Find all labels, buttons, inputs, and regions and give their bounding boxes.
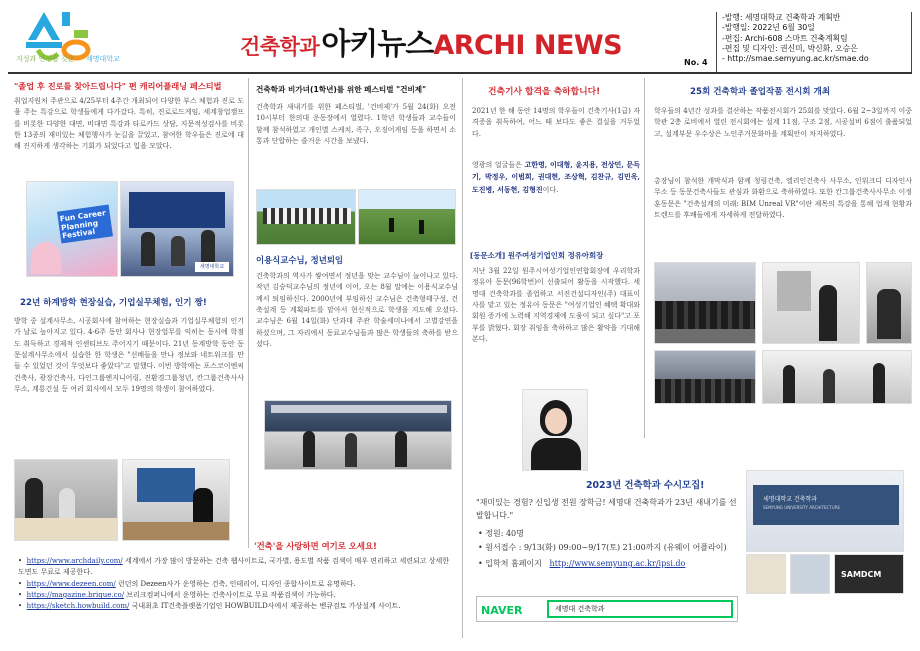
exhibition-speaker-photo [762, 262, 860, 344]
logo-slogan: 지성과 인성을 갖춘 [16, 55, 75, 63]
festival-booth-photo [120, 181, 234, 277]
admission-link[interactable]: http://www.semyung.ac.kr/ipsi.do [549, 559, 686, 568]
info-date: -발행일: 2022년 6월 30일 [722, 23, 815, 33]
article-heading-license: 건축기사 합격을 축하합니다! [488, 87, 601, 97]
exhibition-group-photo [654, 262, 756, 344]
license-names: 고한명, 이대형, 윤지용, 전상민, 문득기, 박정우, 이범희, 권대현, 조상혁, 김찬규, 김민욱, 도진병, 서동현, 김형진 [472, 160, 641, 194]
link-item-archdaily: • https://www.archdaily.com/ 세계에서 가장 많이 방문하는 건축 웹사이트로, 국가별, 용도별 작품 검색이 매우 편리하고 세련되고 상세한 도면도 무료로 제공한다. [18, 557, 450, 577]
admission-intro: "재미있는 경험? 신입생 전원 장학금! 세명대 건축학과가 23년 새내기를 선발합니다." [476, 498, 737, 520]
article-body-internship: 방학 중 설계사무소, 시공회사에 참여하는 현장실습과 기업실무체험의 인기가 날로 높아지고 있다. 4-6주 동안 회사나 현장업무를 익히는 동시에 학점도 취득하고 경제적 인센티브도 주어지기 때문이다. 21년 동계방학 동안 동문설계사무소에서 실습한 한 학생은 "선배들을 만나 정보와 네트워크를 만들 수 있었던 것이 무엇보다 좋았다"고 말했다. 이번 방학에는 포스코이엔씨건축사, 광장건축사, 다인그룹엔지니어링, 진환경그룹청년, 칸그룹건축사사무소, 계룡건설 등 여러 회사에서 모두 19명의 학생이 참여하였다. [14, 317, 244, 393]
column-divider [644, 78, 645, 438]
howbuild-link[interactable]: https://sketch.howbuild.com/ [26, 602, 130, 611]
admission-website: • 입학처 홈페이지 http://www.semyung.ac.kr/ipsi.do [478, 559, 686, 568]
masthead-dept: 건축학과 [240, 35, 320, 59]
link-item-brique: • https://magazine.brique.co/ 브리크컴퍼니에서 운영하는 건축사이트로 무료 작품검색이 가능하다. [18, 590, 336, 599]
article-body-license-names [472, 159, 640, 196]
dezeen-link[interactable]: https://www.dezeen.com/ [26, 579, 116, 588]
article-heading-exhibition: 25회 건축학과 졸업작품 전시회 개최 [690, 87, 831, 97]
internship-photo-2 [122, 459, 230, 541]
article-body-alumni: 지난 3월 22일 원주시여성기업인연합회장에 우리학과 정유아 동문(96학번)이 선출되어 활동을 시작했다. 세명대 건축학과를 졸업하고 서진건설디자인(주) 대표이사를 맡고 있는 정유아 동문은 "여성기업인 혜택 확대와 회원 증가에 노력해 지역경제에 도움이 되고 싶다"고 포부를 밝혔다. 회장 취임을 축하하고 많은 활약을 기대해 본다. [472, 267, 640, 343]
naver-logo: NAVER [481, 604, 523, 617]
logo-university-name: 세명대학교 [86, 55, 120, 63]
header-divider [8, 72, 912, 74]
issue-number: No. 4 [684, 58, 708, 67]
retirement-photo [264, 400, 452, 470]
link-item-howbuild: • https://sketch.howbuild.com/ 국내최초 IT건축플랫폼기업인 HOWBUILD사에서 제공하는 벤큐검토 가상설계 사이트. [18, 602, 401, 611]
festival-poster-photo [26, 181, 118, 277]
website-thumbnail-1 [746, 554, 786, 594]
freshman-festival-photo-2 [358, 189, 456, 245]
article-heading-freshman-festival: 건축학과 비가녀(1학년)를 위한 페스티벌 "건비제" [256, 85, 427, 94]
masthead-english: ARCHI NEWS [433, 30, 623, 61]
website-subtitle: SEMYUNG UNIVERSITY ARCHITECTURE [763, 505, 841, 510]
link-item-dezeen: • https://www.dezeen.com/ 런던의 Dezeen사가 운영하는 건축, 인테리어, 디자인 종합사이트로 유명하다. [18, 579, 356, 588]
article-body-exhibition-2: 총장님이 참석한 개막식과 함께 청림건축, 엘리인건축사 사무소, 인워크디 디자인사무소 등 동문건축사들도 관심과 화환으로 축하하였다. 또한 칸그룹건축사사무소 이정훈동문은 "건축설계의 미래: BIM Unreal VR"이란 제목의 특강을 통해 업계 현황과 트렌드를 후배들에게 자세하게 전달하였다. [654, 177, 912, 219]
department-website-screenshot [746, 470, 904, 552]
license-names-intro: 영광의 얼굴들은 [472, 161, 522, 169]
article-body-career-festival: 취업지원처 주관으로 4/25부터 4주간 개최되어 다양한 부스 체험과 진로 도움 주는 특강으로 학생들에게 다가갔다. 특히, 진로로드게임, 세계창업캠프를 비롯한 다양한 대면, 비대면 특강과 타로카드 상담, 지문적성검사를 비롯한 13종의 재미있는 체험행사가 눈길을 끌었고, 참여한 학우들은 진로에 대해 진지하게 생각하는 기회가 되었다고 입을 모았다. [14, 97, 244, 151]
admission-quota: • 정원: 40명 [478, 529, 524, 538]
admission-period: • 원서접수 : 9/13(화) 09:00~9/17(토) 21:00까지 (유웨이 어플라이) [478, 543, 727, 552]
info-publisher: -발행: 세명대학교 건축학과 계획반 [722, 13, 841, 22]
exhibition-model-photo [866, 262, 912, 344]
naver-search-input[interactable]: 세명대 건축학과 [547, 600, 733, 618]
info-editor: -편집: Archi-608 스마트 건축계획팀 [722, 33, 848, 43]
article-heading-links: '건축'을 사랑하면 여기로 오세요! [254, 541, 377, 551]
masthead-news: 아키뉴스 [321, 27, 434, 62]
naver-search-bar[interactable] [476, 596, 738, 622]
publication-info [716, 12, 912, 72]
university-logo [14, 8, 122, 68]
brique-link[interactable]: https://magazine.brique.co/ [26, 590, 125, 599]
alumni-portrait-photo [522, 389, 588, 471]
article-body-license: 2021년 한 해 동안 14명의 학우들이 건축기사(1급) 자격증을 취득하여, 어느 때 보다도 좋은 결실을 거두었다. [472, 107, 640, 138]
festival-poster-text: Fun Career Planning Festival [59, 208, 107, 241]
info-url[interactable]: - http://smae.semyung.ac.kr/smae.do [722, 54, 869, 64]
archdaily-link[interactable]: https://www.archdaily.com/ [26, 557, 123, 565]
article-heading-retirement: 이용식교수님, 정년퇴임 [256, 255, 343, 265]
internship-photo-1 [14, 459, 118, 541]
article-heading-alumni: [동문소개] 원주여성기업인회 정유아회장 [470, 251, 604, 260]
info-designers: -편집 및 디자인: 권신미, 박신화, 오승은 [722, 44, 858, 54]
samdcm-thumbnail [834, 554, 904, 594]
license-names-end: 이다. [542, 185, 559, 194]
article-body-freshman-festival: 건축학과 새내기를 위한 페스티벌, '건비제'가 5월 24(화) 오전 10시부터 한의대 운동장에서 열렸다. 1학년 학생들과 교수들이 함께 참석하였고 개인별 스케치, 족구, 오징어게임 등을 하면서 소통과 단합하는 즐거운 시간을 보냈다. [256, 103, 456, 145]
exhibition-visitors-photo [762, 350, 912, 404]
website-title: 세명대학교 건축학과 [763, 496, 818, 503]
article-heading-admission: 2023년 건축학과 수시모집! [586, 480, 705, 491]
column-divider [248, 78, 249, 548]
article-heading-internship: 22년 하계방학 현장실습, 기업실무체험, 인기 짱! [20, 298, 207, 308]
architecture-link-list [18, 556, 458, 613]
article-body-retirement: 건축학과의 역사가 쌓여면서 정년을 맞는 교수님이 늘어나고 있다. 작년 김승덕교수님의 정년에 이어, 오는 8월 말에는 이용식교수님께서 퇴임하신다. 2000년에 부임하신 교수님은 건축형태구성, 건축설계 등 계획파트를 맡아서 현신적으로 학생을 지도해 오셨다. 교수님은 6월 14일(화) 단과대 주관 학술세미나에서 고별강연을 하셨으며, 그 자리에서 동료교수님들과 많은 학생들의 축하를 받으셨다. [256, 272, 458, 348]
article-heading-career-festival: "졸업 후 진로를 찾아드립니다" 편 캐리어플래닝 페스티벌 [14, 81, 222, 91]
website-thumbnail-2 [790, 554, 830, 594]
photo-watermark: 세명대학교 [195, 262, 229, 272]
masthead-title [240, 22, 622, 69]
column-divider [462, 78, 463, 638]
samdcm-label: SAMDCM [841, 570, 882, 579]
admission-details [478, 527, 746, 571]
article-body-exhibition: 학우들의 4년간 성과를 결산하는 작품전시회가 25회를 맞았다. 6월 2~3일까지 이중학관 2층 로비에서 열린 전시회에는 설계 11점, 구조 2점, 시공설비 6점이 출품되었고, 설계부문 우수상은 노인주거문화마을 계획안이 차지하였다. [654, 107, 912, 138]
freshman-festival-photo-1 [256, 189, 356, 245]
exhibition-lecture-photo [654, 350, 756, 404]
